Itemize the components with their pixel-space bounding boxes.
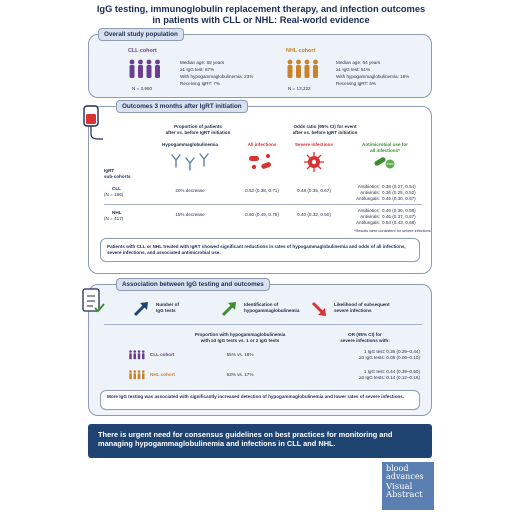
assoc-prop-line1: Proportion with hypogammaglobulinemia bbox=[194, 332, 286, 337]
outcomes-footnote: *Results were consistent for severe infections bbox=[354, 229, 431, 233]
association-summary: More IgG testing was associated with significantly increased detection of hypogammaglobulinemia and lower rates of severe infections. bbox=[100, 390, 420, 410]
association-tag: Association between IgG testing and outcomes bbox=[116, 278, 270, 291]
legend-number-line2: IgG tests bbox=[156, 307, 176, 313]
association-divider bbox=[104, 324, 422, 325]
outcomes-cll-anti-value-2: 0.45 (0.30, 0.67) bbox=[382, 196, 416, 201]
cll-igrt: Receiving IgRT: 7% bbox=[180, 81, 221, 86]
legend-severe-line2: severe infections bbox=[334, 307, 372, 313]
outcomes-nhl-label: NHL bbox=[112, 210, 122, 215]
col-antimicrobial-line1: Antimicrobial use for bbox=[362, 142, 408, 147]
assoc-cll-or1: 1 IgG test: 0.36 (0.29–0.44) bbox=[363, 349, 420, 354]
cll-cohort-title: CLL cohort bbox=[128, 48, 157, 54]
col-hypo: Hypogammaglobulinemia bbox=[162, 142, 218, 147]
assoc-nhl-people-icon bbox=[128, 370, 146, 380]
col-antimicrobial bbox=[350, 142, 420, 153]
blood-advances-logo bbox=[382, 462, 434, 510]
col-all-infections: All infections bbox=[247, 142, 277, 147]
assoc-prop-line2: with ≥3 IgG tests vs. 1 or 2 IgG tests bbox=[200, 337, 280, 343]
antibody-icon bbox=[168, 152, 212, 172]
outcomes-nhl-anti-label-1: Antivirals: bbox=[360, 214, 380, 219]
assoc-nhl-prop: 53% vs. 17% bbox=[226, 372, 254, 377]
outcomes-tag: Outcomes 3 months after IgRT initiation bbox=[116, 100, 248, 113]
subcohort-label bbox=[104, 168, 131, 179]
outcomes-cll-n: (N = 196) bbox=[104, 192, 124, 197]
virus-icon bbox=[302, 151, 326, 173]
cll-n: N = 3,960 bbox=[132, 86, 153, 91]
assoc-or-line1: OR (95% CI) for bbox=[348, 332, 382, 337]
outcomes-cll-anti-value-1: 0.36 (0.25, 0.52) bbox=[382, 190, 416, 195]
logo-line2: advances bbox=[386, 472, 424, 481]
or-header-line2: after vs. before IgRT initiation bbox=[292, 129, 358, 135]
logo-line3: Visual bbox=[386, 482, 413, 492]
page-title bbox=[96, 4, 426, 26]
cll-age: Median age: 68 years bbox=[180, 60, 225, 65]
nhl-test: ≥1 IgG test: 51% bbox=[336, 67, 371, 72]
logo-line4: Abstract bbox=[386, 490, 423, 500]
legend-number-tests bbox=[156, 302, 179, 313]
assoc-nhl-label: NHL cohort bbox=[150, 372, 175, 377]
outcomes-cll-label: CLL bbox=[112, 186, 121, 191]
subcohort-line1: IgRT bbox=[104, 168, 115, 173]
nhl-cohort-title: NHL cohort bbox=[286, 48, 316, 54]
prop-header-line1: Proportion of patients bbox=[174, 124, 222, 129]
legend-severe bbox=[334, 302, 390, 313]
assoc-nhl-or2: ≥3 IgG tests: 0.14 (0.12–0.16) bbox=[359, 375, 420, 380]
outcomes-nhl-all: 0.60 (0.49, 0.75) bbox=[245, 212, 279, 217]
assoc-cll-or2: ≥3 IgG tests: 0.08 (0.06–0.10) bbox=[359, 355, 420, 360]
or-header bbox=[270, 124, 380, 135]
assoc-cll-label: CLL cohort bbox=[150, 352, 175, 357]
outcomes-nhl-n: (N = 417) bbox=[104, 216, 124, 221]
arrow-up-icon bbox=[132, 300, 152, 318]
outcomes-cll-hypo: 20% decrease bbox=[175, 188, 205, 193]
legend-number-line1: Number of bbox=[156, 302, 179, 307]
title-line-1: IgG testing, immunoglobulin replacement therapy, and infection outcomes bbox=[96, 4, 426, 14]
assoc-cll-prop: 55% vs. 18% bbox=[226, 352, 254, 357]
subcohort-line2: sub-cohorts bbox=[104, 173, 131, 179]
col-severe-infections: Severe infections bbox=[294, 142, 334, 147]
nhl-n: N = 13,222 bbox=[288, 86, 311, 91]
outcomes-nhl-severe: 0.40 (0.32, 0.50) bbox=[297, 212, 331, 217]
population-tag: Overall study population bbox=[98, 28, 184, 41]
nhl-age: Median age: 64 years bbox=[336, 60, 381, 65]
outcomes-cll-anti-label-2: Antifungals: bbox=[355, 196, 380, 201]
outcomes-cll-anti-value-0: 0.38 (0.27, 0.54) bbox=[382, 184, 416, 189]
outcomes-nhl-anti-label-0: Antibiotics: bbox=[357, 208, 380, 213]
outcomes-cll-all: 0.52 (0.38, 0.71) bbox=[245, 188, 279, 193]
nhl-people-icon bbox=[286, 59, 320, 79]
prop-header-line2: after vs. before IgRT initiation bbox=[165, 129, 231, 135]
assoc-nhl-or1: 1 IgG test: 0.44 (0.39–0.50) bbox=[363, 369, 420, 374]
outcomes-nhl-anti-value-0: 0.46 (0.36, 0.58) bbox=[382, 208, 416, 213]
outcomes-summary: Patients with CLL or NHL treated with IgRT showed significant reductions in rates of hypogammaglobulinemia and odds of all infections, severe infections, and associated antimicrobial use. bbox=[100, 238, 420, 262]
conclusion-banner: There is urgent need for consensus guidelines on best practices for monitoring and managing hypogammaglobulinemia and infections in CLL and NHL. bbox=[88, 424, 432, 458]
outcomes-nhl-anti-label-2: Antifungals: bbox=[355, 220, 380, 225]
bacteria-icon bbox=[246, 152, 276, 172]
pills-icon bbox=[372, 153, 398, 171]
assoc-cll-people-icon bbox=[128, 350, 146, 360]
or-header-line1: Odds ratio (95% CI) for event bbox=[293, 124, 357, 129]
nhl-hypo: With hypogammaglobulinemia: 18% bbox=[336, 74, 410, 79]
checklist-icon bbox=[80, 286, 106, 316]
outcomes-cll-anti-label-1: Antivirals: bbox=[360, 190, 380, 195]
legend-severe-line1: Likelihood of subsequent bbox=[334, 302, 390, 307]
legend-identification bbox=[244, 302, 299, 313]
outcomes-row-divider bbox=[104, 204, 422, 205]
nhl-igrt: Receiving IgRT: 5% bbox=[336, 81, 377, 86]
outcomes-nhl-anti-value-2: 0.54 (0.43, 0.68) bbox=[382, 220, 416, 225]
outcomes-nhl-anti-value-1: 0.46 (0.37, 0.57) bbox=[382, 214, 416, 219]
title-line-2: in patients with CLL or NHL: Real-world evidence bbox=[152, 15, 370, 25]
legend-identification-line1: Identification of bbox=[244, 302, 279, 307]
arrow-down-icon bbox=[310, 300, 330, 318]
cll-hypo: With hypogammaglobulinemia: 23% bbox=[180, 74, 254, 79]
cll-people-icon bbox=[128, 59, 162, 79]
iv-bag-icon bbox=[80, 104, 106, 142]
cll-test: ≥1 IgG test: 67% bbox=[180, 67, 215, 72]
col-antimicrobial-line2: all infections* bbox=[370, 147, 400, 153]
logo-line1: blood bbox=[386, 464, 409, 473]
outcomes-cll-anti-label-0: Antibiotics: bbox=[357, 184, 380, 189]
assoc-or-header bbox=[320, 332, 410, 343]
prop-header bbox=[158, 124, 238, 135]
assoc-or-line2: severe infections with: bbox=[340, 337, 390, 343]
outcomes-cll-severe: 0.48 (0.35, 0.67) bbox=[297, 188, 331, 193]
assoc-prop-header bbox=[180, 332, 300, 343]
outcomes-nhl-hypo: 15% decrease bbox=[175, 212, 205, 217]
legend-identification-line2: hypogammaglobulinemia bbox=[244, 307, 300, 313]
arrow-up-green-icon bbox=[220, 300, 240, 318]
